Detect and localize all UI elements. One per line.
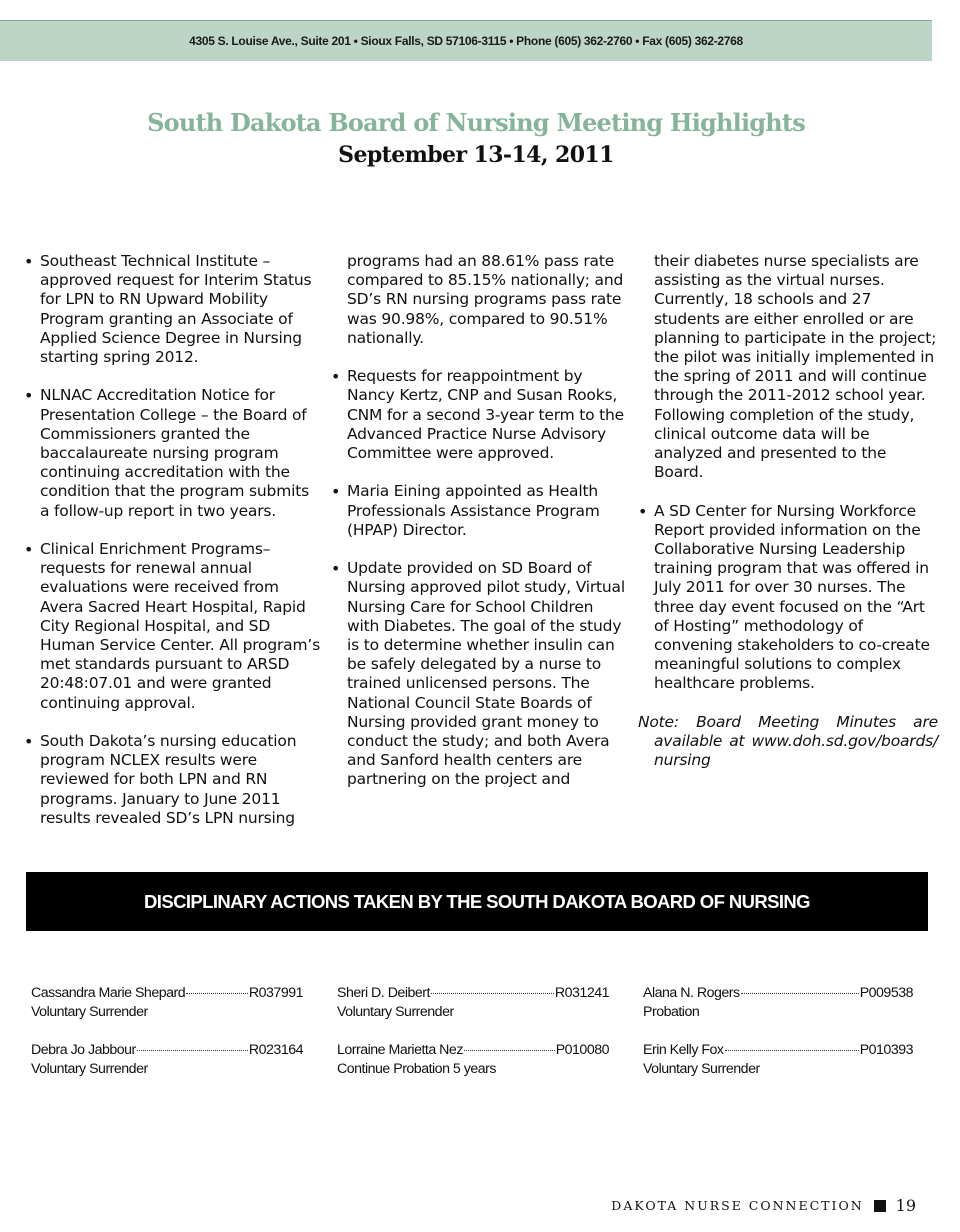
column-1 bbox=[24, 252, 320, 847]
page-number: 19 bbox=[895, 1196, 916, 1215]
disciplinary-entry bbox=[31, 1036, 303, 1079]
disciplinary-entry bbox=[337, 1036, 609, 1079]
column-2 bbox=[331, 252, 629, 809]
dot-leader bbox=[741, 976, 859, 994]
license-number: R037991 bbox=[248, 985, 303, 1001]
minutes-note: Note: Board Meeting Minutes are available at www.doh.sd.gov/boards/ nursing bbox=[638, 712, 938, 770]
disciplinary-banner bbox=[26, 872, 928, 931]
list-item: • Maria Eining appointed as Health Professionals Assistance Program (HPAP) Director. bbox=[331, 482, 629, 540]
list-item: • Southeast Technical Institute – approved request for Interim Status for LPN to RN Upward Mobility Program granting an Associate of Applied Science Degree in Nursing starting spring 2012. bbox=[24, 252, 320, 367]
publication-name: DAKOTA NURSE CONNECTION bbox=[611, 1198, 864, 1213]
list-item: • NLNAC Accreditation Notice for Presentation College – the Board of Commissioners granted the baccalaureate nursing program continuing accreditation with the condition that the program submits a follow-up report in two years. bbox=[24, 386, 320, 520]
action-taken: Probation bbox=[643, 1004, 700, 1020]
license-number: P010393 bbox=[859, 1042, 913, 1058]
action-taken: Voluntary Surrender bbox=[643, 1061, 760, 1077]
nurse-name: Sheri D. Deibert bbox=[337, 985, 430, 1001]
banner-title: DISCIPLINARY ACTIONS TAKEN BY THE SOUTH DAKOTA BOARD OF NURSING bbox=[144, 890, 810, 912]
list-item: • Update provided on SD Board of Nursing approved pilot study, Virtual Nursing Care for School Children with Diabetes. The goal of the study is to determine whether insulin can be safely delegated by a nurse to trained unlicensed persons. The National Council State Boards of Nursing provided grant money to conduct the study; and both Avera and Sanford health centers are partnering on the project and bbox=[331, 559, 629, 789]
list-item: • South Dakota’s nursing education program NCLEX results were reviewed for both LPN and RN programs. January to June 2011 results revealed SD’s LPN nursing bbox=[24, 732, 320, 828]
nurse-name: Cassandra Marie Shepard bbox=[31, 985, 186, 1001]
list-item: • Clinical Enrichment Programs– requests for renewal annual evaluations were received from Avera Sacred Heart Hospital, Rapid City Regional Hospital, and SD Human Service Center. All program’s met standards pursuant to ARSD 20:48:07.01 and were granted continuing approval. bbox=[24, 540, 320, 713]
dot-leader bbox=[137, 1033, 248, 1051]
dot-leader bbox=[725, 1033, 859, 1051]
page-title: South Dakota Board of Nursing Meeting Highlights bbox=[147, 108, 805, 137]
page-footer bbox=[611, 1196, 916, 1215]
list-item: • Requests for reappointment by Nancy Kertz, CNP and Susan Rooks, CNM for a second 3-year term to the Advanced Practice Nurse Advisory Committee were approved. bbox=[331, 367, 629, 463]
dot-leader bbox=[464, 1033, 555, 1051]
address-text: 4305 S. Louise Ave., Suite 201 • Sioux Falls, SD 57106-3115 • Phone (605) 362-2760 • Fax (605) 362-2768 bbox=[189, 34, 743, 48]
license-number: P009538 bbox=[859, 985, 913, 1001]
disciplinary-entry bbox=[337, 979, 609, 1022]
action-taken: Voluntary Surrender bbox=[31, 1061, 148, 1077]
nurse-name: Debra Jo Jabbour bbox=[31, 1042, 136, 1058]
action-taken: Voluntary Surrender bbox=[337, 1004, 454, 1020]
list-item: • A SD Center for Nursing Workforce Report provided information on the Collaborative Nursing Leadership training program that was offered in July 2011 for over 30 nurses. The three day event focused on the “Art of Hosting” methodology of convening stakeholders to co-create meaningful solutions to complex healthcare problems. bbox=[638, 502, 938, 694]
list-item-continued: their diabetes nurse specialists are assisting as the virtual nurses. Currently, 18 schools and 27 students are either enrolled or are planning to participate in the project; the pilot was initially implemented in the spring of 2011 and will continue through the 2011-2012 school year. Following completion of the study, clinical outcome data will be analyzed and presented to the Board. bbox=[654, 252, 937, 482]
license-number: P010080 bbox=[555, 1042, 609, 1058]
nurse-name: Alana N. Rogers bbox=[643, 985, 740, 1001]
dot-leader bbox=[431, 976, 554, 994]
disciplinary-entry bbox=[643, 979, 913, 1022]
column-3 bbox=[638, 252, 938, 770]
list-item-continued: programs had an 88.61% pass rate compared to 85.15% nationally; and SD’s RN nursing programs pass rate was 90.98%, compared to 90.51% nationally. bbox=[347, 252, 624, 347]
disciplinary-entry bbox=[31, 979, 303, 1022]
nurse-name: Lorraine Marietta Nez bbox=[337, 1042, 463, 1058]
disciplinary-entry bbox=[643, 1036, 913, 1079]
action-taken: Voluntary Surrender bbox=[31, 1004, 148, 1020]
license-number: R031241 bbox=[554, 985, 609, 1001]
dot-leader bbox=[186, 976, 248, 994]
nurse-name: Erin Kelly Fox bbox=[643, 1042, 724, 1058]
action-taken: Continue Probation 5 years bbox=[337, 1061, 496, 1077]
square-icon bbox=[874, 1200, 886, 1212]
license-number: R023164 bbox=[248, 1042, 303, 1058]
page-subtitle: September 13-14, 2011 bbox=[338, 142, 614, 168]
address-bar bbox=[0, 20, 932, 61]
